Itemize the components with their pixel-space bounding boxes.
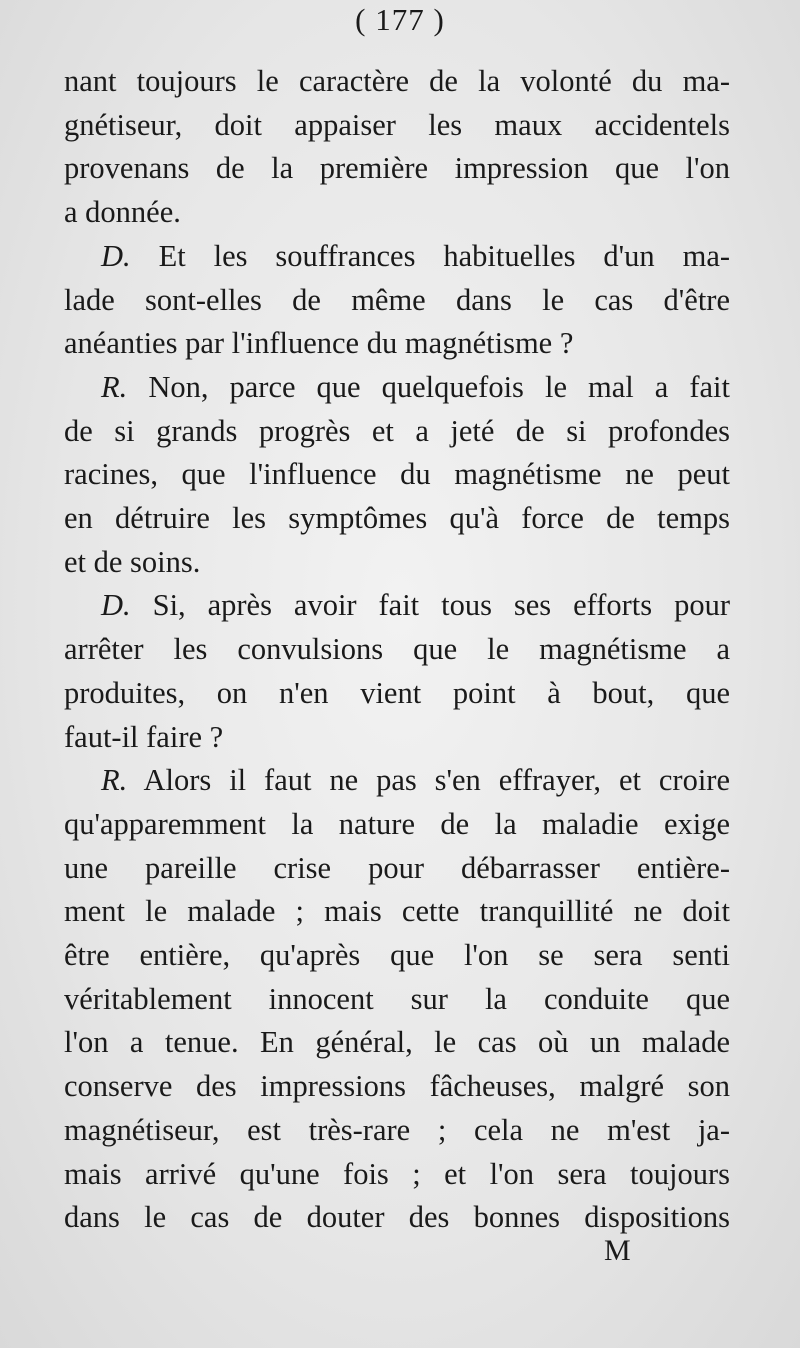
answer-line bbox=[64, 366, 730, 410]
text-line: provenans de la première impression que l'on bbox=[64, 151, 730, 186]
text-line: qu'apparemment la nature de la maladie exige bbox=[64, 806, 730, 841]
text-line: lade sont-elles de même dans le cas d'être bbox=[64, 282, 730, 317]
text-line: nant toujours le caractère de la volonté du ma- bbox=[64, 64, 730, 98]
text-line: une pareille crise pour débarrasser entière- bbox=[64, 850, 730, 885]
speaker-question-marker: D. bbox=[101, 588, 131, 623]
text-line: conserve des impressions fâcheuses, malgré son bbox=[64, 1069, 730, 1104]
speaker-answer-marker: R. bbox=[101, 369, 128, 404]
text-line: véritablement innocent sur la conduite que bbox=[64, 981, 730, 1016]
text-line: l'on a tenue. En général, le cas où un malade bbox=[64, 1025, 730, 1060]
text-line: Non, parce que quelquefois le mal a fait bbox=[148, 369, 731, 404]
text-line: Et les souffrances habituelles d'un ma- bbox=[158, 238, 731, 273]
signature-mark: M bbox=[604, 1234, 631, 1267]
text-line: faut-il faire ? bbox=[64, 719, 224, 754]
text-line: de si grands progrès et a jeté de si profondes bbox=[64, 413, 730, 448]
text-line: anéanties par l'influence du magnétisme ? bbox=[64, 326, 574, 361]
text-line: être entière, qu'après que l'on se sera senti bbox=[64, 938, 730, 973]
text-line: produites, on n'en vient point à bout, que bbox=[64, 675, 730, 710]
question-line bbox=[64, 235, 730, 279]
speaker-answer-marker: R. bbox=[101, 763, 128, 798]
text-line: Si, après avoir fait tous ses efforts pour bbox=[152, 588, 730, 623]
body-text bbox=[64, 60, 730, 1240]
speaker-question-marker: D. bbox=[101, 238, 131, 273]
page-number: ( 177 ) bbox=[355, 2, 445, 37]
text-line: arrêter les convulsions que le magnétisme a bbox=[64, 632, 730, 667]
answer-line bbox=[64, 759, 730, 803]
text-line: en détruire les symptômes qu'à force de temps bbox=[64, 501, 730, 536]
question-line bbox=[64, 584, 730, 628]
text-line: magnétiseur, est très-rare ; cela ne m'est ja- bbox=[64, 1112, 730, 1147]
text-line: mais arrivé qu'une fois ; et l'on sera toujours bbox=[64, 1156, 730, 1191]
text-line: dans le cas de douter des bonnes dispositions bbox=[64, 1200, 730, 1235]
text-line: gnétiseur, doit appaiser les maux accidentels bbox=[64, 107, 730, 142]
text-line: Alors il faut ne pas s'en effrayer, et croire bbox=[143, 763, 730, 798]
text-line: ment le malade ; mais cette tranquillité ne doit bbox=[64, 894, 730, 929]
text-line: a donnée. bbox=[64, 195, 181, 230]
text-line: et de soins. bbox=[64, 544, 201, 579]
text-line: racines, que l'influence du magnétisme ne peut bbox=[64, 457, 730, 492]
